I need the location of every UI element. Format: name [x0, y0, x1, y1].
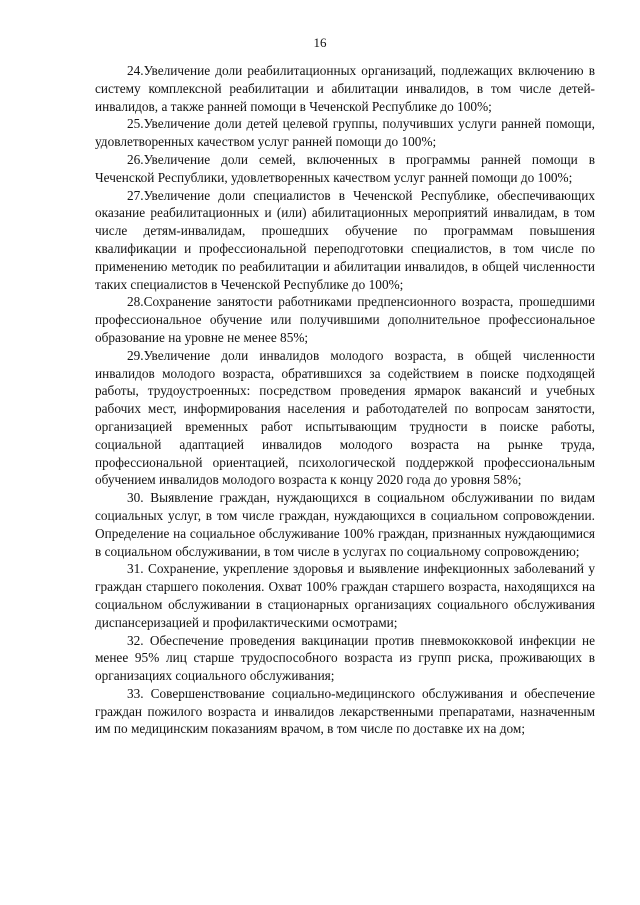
page-number: 16	[313, 35, 327, 50]
paragraph-item-32: 32. Обеспечение проведения вакцинации против пневмококковой инфекции не менее 95% лиц старше трудоспособного возраста из групп риска, проживающих в организациях социального обслуживания;	[95, 632, 595, 684]
paragraph-item-28: 28.Сохранение занятости работниками предпенсионного возраста, прошедшими профессиональное обучение или получившими дополнительное профессиональное образование на уровне не менее 85%;	[95, 294, 595, 345]
paragraph-item-27: 27.Увеличение доли специалистов в Чеченской Республике, обеспечивающих оказание реабилитационных и (или) абилитационных мероприятий инвалидам, в том числе детям-инвалидам, прошедших обучение по программам повышения квалификации и профессиональной переподготовки специалистов, в том числе по применению методик по реабилитации и абилитации инвалидов, в общей численности таких специалистов в Чеченской Республике до 100%;	[95, 187, 595, 292]
paragraph-item-31: 31. Сохранение, укрепление здоровья и выявление инфекционных заболеваний у граждан старшего поколения. Охват 100% граждан старшего возраста, находящихся на социальном обслуживании в стационарных организациях социального обслуживания диспансеризацией и профилактическими осмотрами;	[95, 561, 595, 630]
paragraph-item-25: 25.Увеличение доли детей целевой группы, получивших услуги ранней помощи, удовлетворенных качеством услуг ранней помощи до 100%;	[95, 116, 595, 150]
document-body	[95, 62, 595, 738]
paragraph-item-26: 26.Увеличение доли семей, включенных в программы ранней помощи в Чеченской Республики, удовлетворенных качеством услуг ранней помощи до 100%;	[95, 151, 595, 185]
paragraph-item-33: 33. Совершенствование социально-медицинского обслуживания и обеспечение граждан пожилого возраста и инвалидов лекарственными препаратами, назначенным им по медицинским показаниям врачом, в том числе по доставке их на дом;	[95, 685, 595, 737]
paragraph-item-29: 29.Увеличение доли инвалидов молодого возраста, в общей численности инвалидов молодого возраста, обратившихся за содействием в поиске подходящей работы, трудоустроенных: посредством проведения ярмарок вакансий и учебных рабочих мест, информирования населения и работодателей по вопросам занятости, организацией временных работ испытывающим трудности в поиске работы, социальной адаптацией инвалидов молодого возраста на рынке труда, профессиональной ориентацией, психологической поддержкой профессиональным обучением инвалидов молодого возраста к концу 2020 года до уровня 58%;	[95, 347, 595, 488]
paragraph-item-30: 30. Выявление граждан, нуждающихся в социальном обслуживании по видам социальных услуг, в том числе граждан, нуждающихся в социальном сопровождении. Определение на социальное обслуживание 100% граждан, признанных нуждающимися в социальном обслуживании, в том числе в услугах по социальному сопровождению;	[95, 490, 595, 559]
paragraph-item-24: 24.Увеличение доли реабилитационных организаций, подлежащих включению в систему комплексной реабилитации и абилитации инвалидов, в том числе детей-инвалидов, а также ранней помощи в Чеченской Республике до 100%;	[95, 63, 595, 114]
